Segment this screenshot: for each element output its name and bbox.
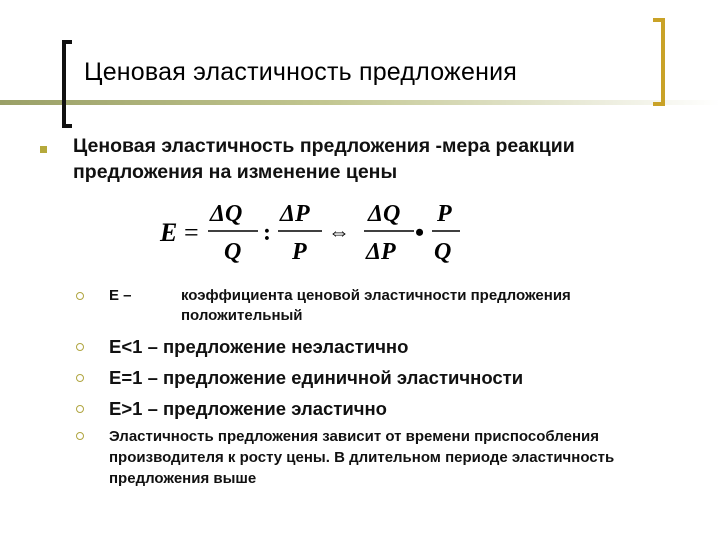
formula-dot: • <box>415 218 425 247</box>
formula-colon: : <box>263 220 271 246</box>
e-description-line2: положительный <box>181 307 303 324</box>
formula-num3: ΔQ <box>368 201 401 227</box>
unit-elastic-item: E=1 – предложение единичной эластичности <box>109 367 524 388</box>
inelastic-item: E<1 – предложение неэластично <box>109 336 409 357</box>
slide-title: Ценовая эластичность предложения <box>84 58 517 86</box>
formula-den4: Q <box>434 239 452 265</box>
elasticity-formula <box>158 193 478 273</box>
elastic-item: E>1 – предложение эластично <box>109 398 387 419</box>
title-underline <box>0 100 720 105</box>
formula-den3: ΔP <box>366 239 396 265</box>
e-label: Е – <box>109 287 132 304</box>
formula-den1: Q <box>224 239 242 265</box>
left-bracket-decoration <box>62 40 72 128</box>
square-bullet-icon <box>40 146 47 153</box>
circle-bullet-icon <box>76 432 84 440</box>
e-description-line1: коэффициента ценовой эластичности предложения <box>181 287 571 304</box>
right-bracket-decoration <box>653 18 665 106</box>
formula-den2: P <box>292 239 307 265</box>
formula-lhs: E <box>160 218 178 247</box>
formula-equals: = <box>184 218 199 247</box>
circle-bullet-icon <box>76 292 84 300</box>
circle-bullet-icon <box>76 343 84 351</box>
circle-bullet-icon <box>76 374 84 382</box>
formula-num1: ΔQ <box>210 201 243 227</box>
circle-bullet-icon <box>76 405 84 413</box>
time-note: Эластичность предложения зависит от времени приспособления производителя к росту цены. В длительном периоде эластичность предложения выше <box>109 428 615 487</box>
formula-equivalence: ⇔ <box>328 219 350 244</box>
formula-num4: P <box>437 201 452 227</box>
main-bullet-text: Ценовая эластичность предложения -мера реакции предложения на изменение цены <box>73 135 575 183</box>
formula-num2: ΔP <box>280 201 310 227</box>
